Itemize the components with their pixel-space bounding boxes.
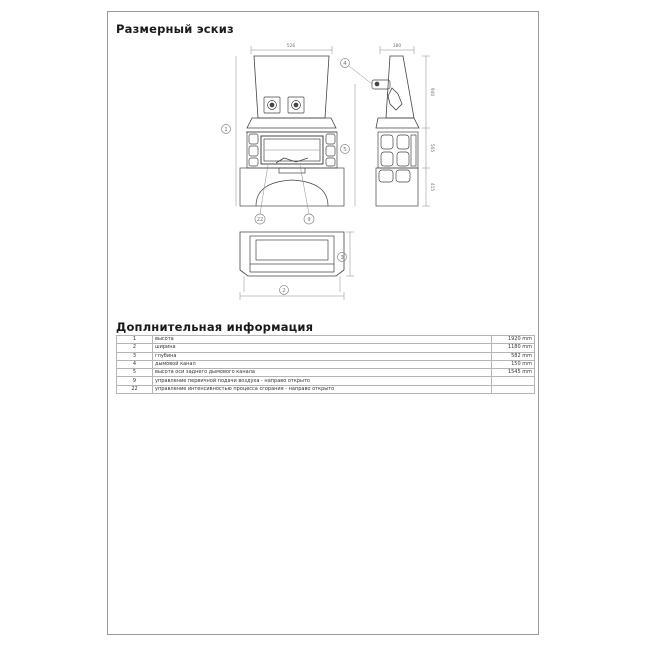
table-row bbox=[117, 352, 535, 360]
info-table-body bbox=[117, 336, 535, 394]
table-row bbox=[117, 344, 535, 352]
row-number: 4 bbox=[117, 360, 153, 368]
row-description: высота оси заднего дымового канала bbox=[153, 369, 492, 377]
row-description: управление интенсивностью процесса сгорания - направо открыто bbox=[153, 385, 492, 393]
table-row bbox=[117, 385, 535, 393]
dim-side-bottom-height: 415 bbox=[429, 182, 434, 192]
row-number: 1 bbox=[117, 336, 153, 344]
dim-side-top-height: 940 bbox=[429, 87, 434, 97]
info-table bbox=[116, 335, 535, 394]
row-value bbox=[492, 377, 535, 385]
row-number: 9 bbox=[117, 377, 153, 385]
front-view bbox=[222, 46, 345, 224]
row-description: высота bbox=[153, 336, 492, 344]
row-value bbox=[492, 385, 535, 393]
row-number: 5 bbox=[117, 369, 153, 377]
dim-side-mid-height: 565 bbox=[429, 143, 434, 153]
dim-front-width: 526 bbox=[286, 44, 296, 49]
table-row bbox=[117, 336, 535, 344]
dim-side-depth: 380 bbox=[392, 44, 402, 49]
plan-view bbox=[240, 232, 354, 300]
row-value: 582 mm bbox=[492, 352, 535, 360]
callout-3: 3 bbox=[340, 255, 344, 261]
callout-2: 2 bbox=[282, 288, 286, 294]
row-value: 1920 mm bbox=[492, 336, 535, 344]
info-title: Доплнительная информация bbox=[116, 320, 314, 334]
row-value: 1545 mm bbox=[492, 369, 535, 377]
row-number: 22 bbox=[117, 385, 153, 393]
row-number: 3 bbox=[117, 352, 153, 360]
row-description: ширина bbox=[153, 344, 492, 352]
callout-4: 4 bbox=[343, 61, 347, 67]
callout-9: 9 bbox=[307, 217, 311, 223]
callout-22: 22 bbox=[256, 217, 264, 223]
row-description: управление первичной подачи воздуха - направо открыто bbox=[153, 377, 492, 385]
dimension-drawing bbox=[0, 0, 650, 320]
callout-5: 5 bbox=[343, 147, 347, 153]
side-view bbox=[341, 46, 431, 206]
row-value: 150 mm bbox=[492, 360, 535, 368]
table-row bbox=[117, 377, 535, 385]
row-value: 1180 mm bbox=[492, 344, 535, 352]
sketch-title: Размерный эскиз bbox=[116, 22, 234, 36]
row-description: дымовой канал bbox=[153, 360, 492, 368]
row-number: 2 bbox=[117, 344, 153, 352]
row-description: глубина bbox=[153, 352, 492, 360]
callout-1: 1 bbox=[224, 127, 228, 133]
table-row bbox=[117, 360, 535, 368]
table-row bbox=[117, 369, 535, 377]
